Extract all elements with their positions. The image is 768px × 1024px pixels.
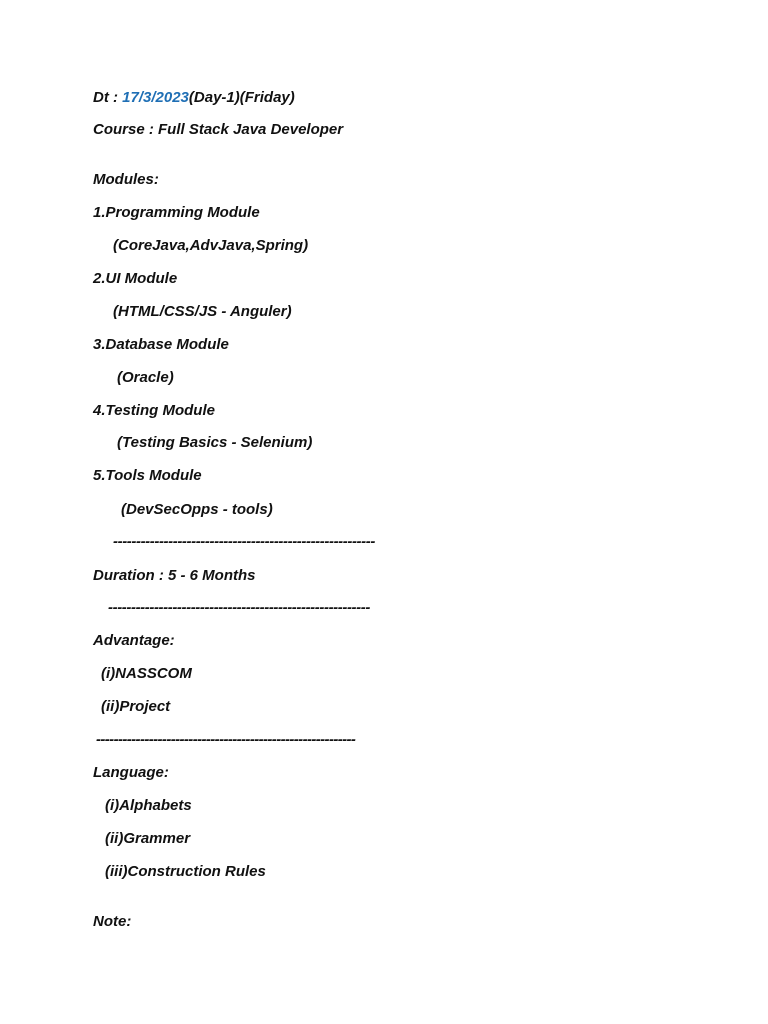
date-value: 17/3/2023 — [122, 89, 189, 106]
duration-line: Duration : 5 - 6 Months — [93, 567, 256, 584]
date-prefix: Dt : — [93, 89, 123, 106]
modules-title: Modules: — [93, 171, 159, 188]
separator-1: --------------------------------------------------------- — [113, 533, 375, 550]
language-item-1: (i)Alphabets — [105, 797, 192, 814]
module-detail-5: (DevSecOpps - tools) — [121, 501, 273, 518]
separator-2: --------------------------------------------------------- — [108, 599, 370, 616]
advantage-item-2: (ii)Project — [101, 698, 171, 715]
module-detail-2: (HTML/CSS/JS - Anguler) — [113, 303, 292, 320]
module-label-5: 5.Tools Module — [93, 467, 202, 484]
module-label-1: 1.Programming Module — [93, 204, 260, 221]
advantage-item-1: (i)NASSCOM — [101, 665, 192, 682]
date-suffix: (Day-1)(Friday) — [188, 89, 295, 106]
advantage-title: Advantage: — [93, 632, 175, 649]
course-line: Course : Full Stack Java Developer — [93, 121, 344, 138]
separator-3: ----------------------------------------------------------- — [96, 731, 356, 748]
module-detail-4: (Testing Basics - Selenium) — [117, 434, 313, 451]
language-item-2: (ii)Grammer — [105, 830, 191, 847]
module-detail-3: (Oracle) — [117, 369, 174, 386]
language-title: Language: — [93, 764, 169, 781]
date-line — [93, 88, 295, 108]
note-title: Note: — [93, 913, 132, 930]
module-detail-1: (CoreJava,AdvJava,Spring) — [113, 237, 309, 254]
language-item-3: (iii)Construction Rules — [105, 863, 266, 880]
module-label-3: 3.Database Module — [93, 336, 229, 353]
module-label-4: 4.Testing Module — [93, 402, 215, 419]
module-label-2: 2.UI Module — [93, 270, 178, 287]
